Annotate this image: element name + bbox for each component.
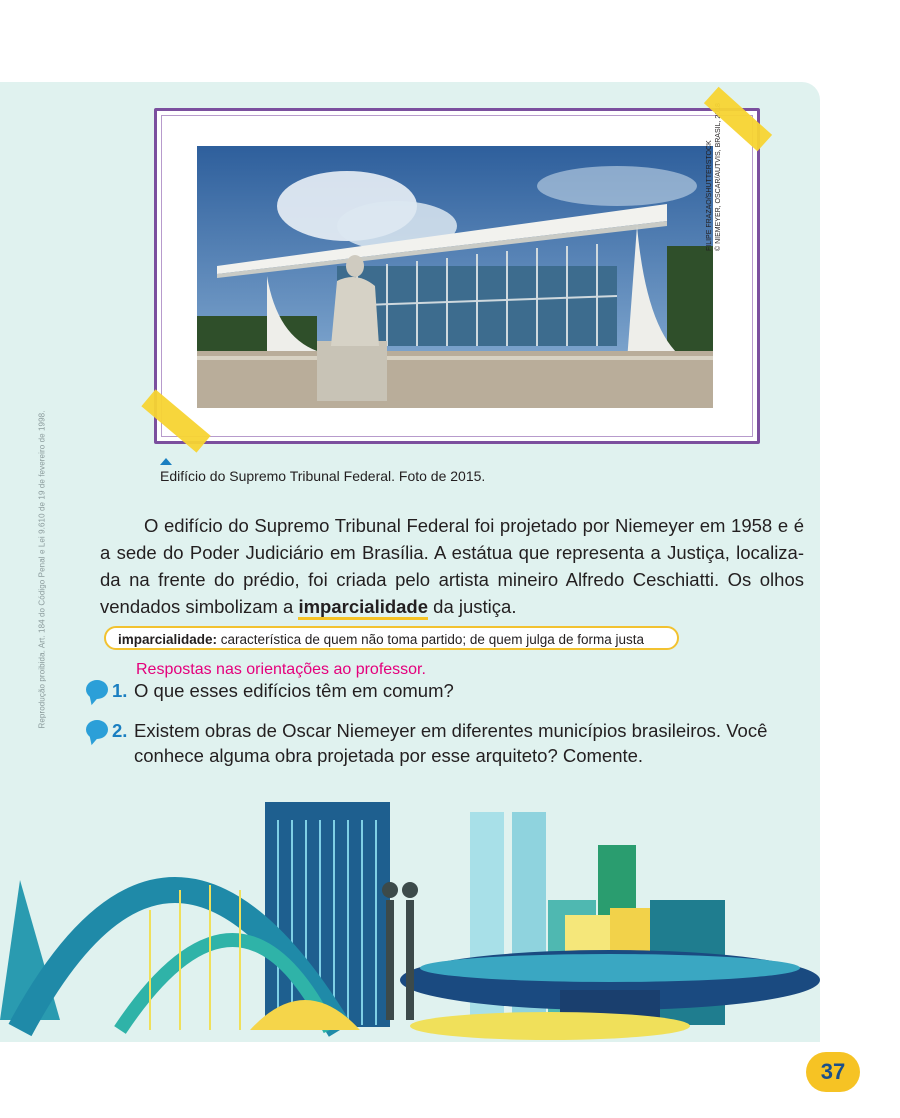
question-2 [112, 718, 794, 768]
question-2-number: 2. [112, 720, 128, 741]
keyword-imparcialidade: imparcialidade [298, 596, 428, 620]
building-illustration [197, 146, 713, 408]
photo-credit-line-2: © NIEMEYER, OSCAR/AUTVIS, BRASIL, 2018 [715, 103, 722, 251]
paragraph-text-after: da justiça. [428, 596, 517, 617]
copyright-side-note: Reprodução proibida. Art. 184 do Código Penal e Lei 9.610 de 19 de fevereiro de 1998. [37, 410, 47, 729]
glossary-term: imparcialidade: [118, 632, 218, 647]
photo-frame [154, 103, 760, 444]
question-1-text: O que esses edifícios têm em comum? [134, 680, 454, 701]
speech-bubble-icon [86, 720, 108, 739]
skyline-art [0, 790, 820, 1042]
glossary-definition: característica de quem não toma partido; de quem julga de forma justa [217, 632, 645, 647]
photo-credit-line-1: FILIPE FRAZAO/SHUTTERSTOCK [706, 140, 713, 251]
page-number: 37 [806, 1052, 860, 1092]
brasilia-skyline-illustration [0, 790, 820, 1042]
caption-triangle-icon [160, 458, 172, 465]
main-paragraph [100, 512, 804, 620]
paragraph-text-before: O edifício do Supremo Tribunal Federal foi projetado por Niemeyer em 1958 e é a sede do Poder Judiciário em Brasília. A estátua que representa a Justiça, localiza-da na frente do prédio, foi criada pelo artista mineiro Alfredo Ceschiatti. Os olhos vendados simbolizam a [100, 515, 804, 617]
question-1-number: 1. [112, 680, 128, 701]
speech-bubble-icon [86, 680, 108, 699]
glossary-box [104, 626, 679, 650]
question-1 [112, 678, 774, 703]
answers-note: Respostas nas orientações ao professor. [136, 661, 426, 678]
supreme-court-photo [197, 146, 713, 408]
photo-caption: Edifício do Supremo Tribunal Federal. Foto de 2015. [160, 468, 486, 484]
question-2-text: Existem obras de Oscar Niemeyer em diferentes municípios brasileiros. Você conhece alguma obra projetada por esse arquiteto? Comente. [134, 720, 768, 766]
photo-credit [705, 11, 723, 251]
